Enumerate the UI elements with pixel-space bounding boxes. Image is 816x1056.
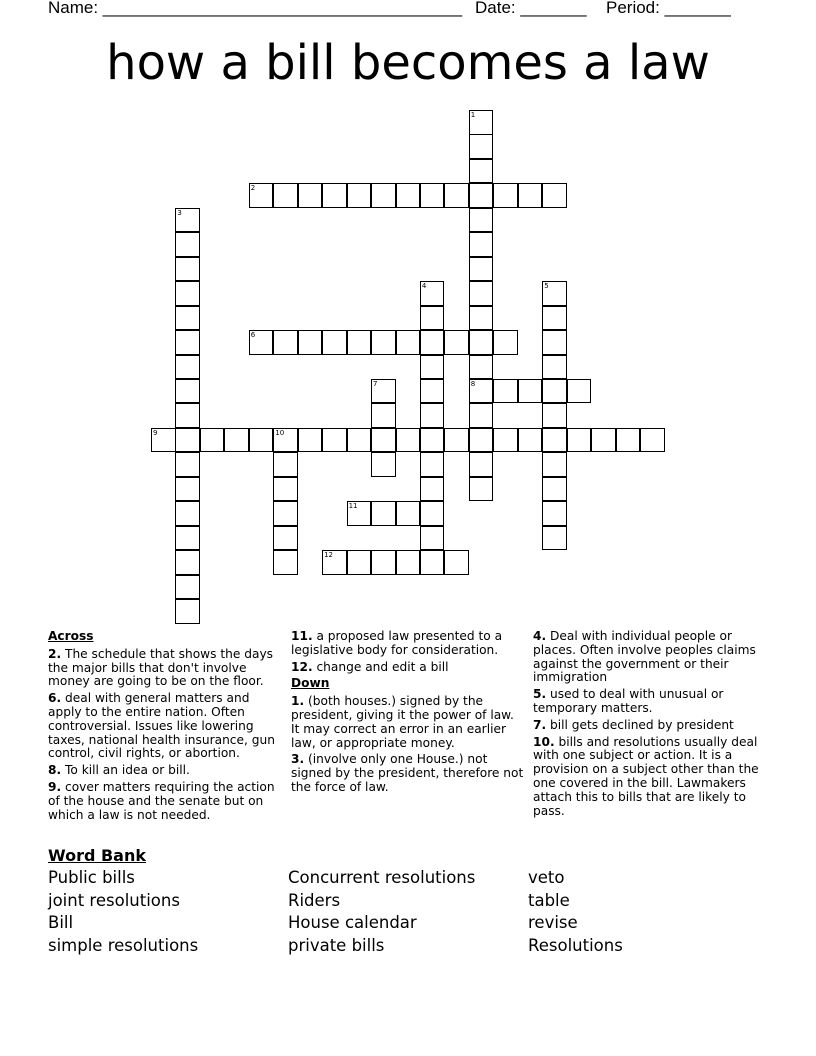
crossword-cell[interactable] — [371, 452, 396, 477]
crossword-cell[interactable] — [420, 501, 445, 526]
crossword-cell[interactable] — [175, 330, 200, 355]
crossword-cell[interactable] — [322, 550, 347, 575]
crossword-cell[interactable] — [542, 526, 567, 551]
crossword-cell[interactable] — [175, 355, 200, 380]
crossword-cell[interactable] — [175, 232, 200, 257]
crossword-cell[interactable] — [322, 428, 347, 453]
crossword-cell[interactable] — [273, 501, 298, 526]
cell-number: 7 — [373, 379, 378, 388]
page-title: how a bill becomes a law — [106, 35, 710, 91]
crossword-cell[interactable] — [420, 330, 445, 355]
crossword-cell[interactable] — [371, 183, 396, 208]
clue-down-3: 3. (involve only one House.) not signed by the president, therefore not the force of law. — [291, 752, 524, 794]
crossword-cell[interactable] — [469, 183, 494, 208]
cell-number: 5 — [544, 282, 549, 291]
crossword-cell[interactable] — [249, 183, 274, 208]
crossword-cell[interactable] — [175, 575, 200, 600]
crossword-cell[interactable] — [347, 501, 372, 526]
clue-down-5: 5. used to deal with unusual or temporary matters. — [533, 687, 724, 715]
crossword-cell[interactable] — [542, 477, 567, 502]
cell-number: 1 — [470, 111, 476, 119]
crossword-cell[interactable] — [420, 452, 445, 477]
cell-number: 8 — [470, 379, 476, 388]
crossword-cell[interactable] — [542, 281, 567, 306]
crossword-cell[interactable] — [175, 526, 200, 551]
crossword-cell[interactable] — [298, 183, 323, 208]
crossword-cell[interactable] — [493, 330, 518, 355]
crossword-cell[interactable] — [175, 477, 200, 502]
crossword-cell[interactable] — [175, 208, 200, 233]
crossword-cell[interactable] — [567, 428, 592, 453]
clue-across-8: 8. To kill an idea or bill. — [48, 763, 190, 778]
word-bank-item: Riders — [288, 890, 341, 910]
crossword-cell[interactable] — [444, 428, 469, 453]
crossword-cell[interactable] — [371, 501, 396, 526]
crossword-cell[interactable] — [469, 306, 494, 331]
crossword-cell[interactable] — [518, 428, 543, 453]
date-field[interactable]: Date: _______ — [475, 0, 587, 17]
crossword-cell[interactable] — [396, 330, 421, 355]
word-bank-item: Resolutions — [528, 936, 623, 956]
crossword-cell[interactable] — [175, 257, 200, 282]
crossword-cell[interactable] — [200, 428, 225, 453]
word-bank-item: Public bills — [48, 868, 135, 887]
crossword-cell[interactable] — [273, 330, 298, 355]
crossword-cell[interactable] — [347, 330, 372, 355]
crossword-cell[interactable] — [371, 550, 396, 575]
clue-across-12: 12. change and edit a bill — [291, 659, 449, 674]
word-bank-item: Concurrent resolutions — [288, 868, 476, 887]
crossword-cell[interactable] — [542, 355, 567, 380]
crossword-cell[interactable] — [249, 330, 274, 355]
crossword-cell[interactable] — [175, 403, 200, 428]
word-bank-item: private bills — [288, 936, 385, 956]
crossword-cell[interactable] — [469, 159, 494, 184]
crossword-cell[interactable] — [371, 379, 396, 404]
crossword-cell[interactable] — [469, 452, 494, 477]
down-heading: Down — [291, 676, 330, 691]
clue-across-9: 9. cover matters requiring the action of the house and the senate but on which a law is not needed. — [48, 779, 275, 822]
crossword-cell[interactable] — [175, 501, 200, 526]
crossword-cell[interactable] — [273, 183, 298, 208]
crossword-cell[interactable] — [420, 403, 445, 428]
clue-down-10: 10. bills and resolutions usually deal with one subject or action. It is a provision on a subject other than the one covered in the bill. Lawmakers attach this to bills that are likely to pass. — [533, 734, 759, 818]
crossword-cell[interactable] — [469, 330, 494, 355]
crossword-cell[interactable] — [469, 134, 494, 159]
crossword-cell[interactable] — [396, 550, 421, 575]
crossword-cell[interactable] — [175, 306, 200, 331]
crossword-cell[interactable] — [420, 306, 445, 331]
cell-number: 12 — [324, 551, 334, 560]
crossword-cell[interactable] — [420, 281, 445, 306]
crossword-cell[interactable] — [542, 306, 567, 331]
cell-number: 10 — [275, 428, 285, 437]
clues-down-column — [533, 630, 769, 821]
crossword-cell[interactable] — [493, 379, 518, 404]
crossword-cell[interactable] — [518, 183, 543, 208]
crossword-cell[interactable] — [371, 330, 396, 355]
cell-number: 3 — [177, 208, 182, 217]
crossword-cell[interactable] — [347, 550, 372, 575]
crossword-cell[interactable] — [469, 477, 494, 502]
crossword-cell[interactable] — [420, 477, 445, 502]
crossword-cell[interactable] — [469, 281, 494, 306]
crossword-cell[interactable] — [420, 379, 445, 404]
word-bank-item: simple resolutions — [48, 936, 199, 956]
cell-number: 9 — [153, 428, 158, 437]
crossword-cell[interactable] — [273, 550, 298, 575]
crossword-cell[interactable] — [273, 526, 298, 551]
crossword-cell[interactable] — [469, 257, 494, 282]
crossword-cell[interactable] — [224, 428, 249, 453]
cell-number: 6 — [250, 331, 256, 339]
crossword-cell[interactable] — [469, 379, 494, 404]
crossword-cell[interactable] — [493, 428, 518, 453]
crossword-cell[interactable] — [273, 428, 298, 453]
crossword-cell[interactable] — [347, 183, 372, 208]
clue-down-7: 7. bill gets declined by president — [533, 717, 734, 732]
crossword-cell[interactable] — [175, 599, 200, 624]
across-heading: Across — [48, 629, 94, 643]
crossword-cell[interactable] — [420, 428, 445, 453]
crossword-cell[interactable] — [493, 183, 518, 208]
crossword-cell[interactable] — [518, 379, 543, 404]
crossword-cell[interactable] — [396, 501, 421, 526]
crossword-cell[interactable] — [444, 330, 469, 355]
cell-number: 4 — [421, 282, 427, 291]
name-field[interactable]: Name: ______________________________________ — [48, 0, 463, 17]
crossword-cell[interactable] — [298, 330, 323, 355]
crossword-cell[interactable] — [420, 526, 445, 551]
clue-down-4: 4. Deal with individual people or places. Often involve peoples claims against the government or their immigration — [533, 629, 756, 685]
crossword-cell[interactable] — [396, 428, 421, 453]
word-bank-title: Word Bank — [48, 846, 147, 865]
clue-across-6: 6. deal with general matters and apply to the entire nation. Often controversial. Issues like lowering taxes, national health insurance, gun control, civil rights, or abortion. — [48, 691, 275, 761]
crossword-cell[interactable] — [371, 403, 396, 428]
crossword-cell[interactable] — [444, 550, 469, 575]
crossword-cell[interactable] — [175, 379, 200, 404]
crossword-cell[interactable] — [175, 550, 200, 575]
crossword-cell[interactable] — [322, 183, 347, 208]
crossword-cell[interactable] — [420, 183, 445, 208]
crossword-cell[interactable] — [542, 501, 567, 526]
crossword-cell[interactable] — [469, 355, 494, 380]
cell-number: 2 — [250, 184, 256, 193]
crossword-cell[interactable] — [542, 428, 567, 453]
crossword-cell[interactable] — [298, 428, 323, 453]
crossword-cell[interactable] — [542, 403, 567, 428]
crossword-cell[interactable] — [249, 428, 274, 453]
crossword-cell[interactable] — [640, 428, 665, 453]
crossword-cell[interactable] — [322, 330, 347, 355]
word-bank-item: table — [528, 890, 570, 910]
period-field[interactable]: Period: _______ — [606, 0, 731, 17]
crossword-cell[interactable] — [175, 428, 200, 453]
crossword-cell[interactable] — [175, 281, 200, 306]
crossword-cell[interactable] — [371, 428, 396, 453]
clues-mixed-column — [291, 630, 525, 798]
crossword-cell[interactable] — [420, 355, 445, 380]
clue-down-1: 1. (both houses.) signed by the president, giving it the power of law. It may correct an error in an earlier law, or appropriate money. — [291, 694, 514, 750]
crossword-cell[interactable] — [469, 403, 494, 428]
crossword-cell[interactable] — [542, 183, 567, 208]
crossword-cell[interactable] — [469, 232, 494, 257]
word-bank-item: joint resolutions — [48, 890, 180, 910]
crossword-cell[interactable] — [396, 183, 421, 208]
clues-across-column — [48, 630, 284, 825]
cell-number: 11 — [348, 502, 358, 511]
crossword-cell[interactable] — [273, 477, 298, 502]
word-bank-column-2 — [288, 867, 475, 958]
word-bank-item: revise — [528, 913, 578, 933]
crossword-cell[interactable] — [542, 379, 567, 404]
crossword-cell[interactable] — [347, 428, 372, 453]
word-bank-column-1 — [48, 867, 198, 958]
crossword-cell[interactable] — [591, 428, 616, 453]
crossword-cell[interactable] — [567, 379, 592, 404]
word-bank-column-3 — [528, 867, 623, 958]
crossword-cell[interactable] — [420, 550, 445, 575]
crossword-cell[interactable] — [469, 110, 494, 135]
crossword-cell[interactable] — [151, 428, 176, 453]
crossword-cell[interactable] — [542, 330, 567, 355]
crossword-cell[interactable] — [469, 428, 494, 453]
clue-across-11: 11. a proposed law presented to a legislative body for consideration. — [291, 629, 503, 657]
crossword-cell[interactable] — [469, 208, 494, 233]
word-bank-item: Bill — [48, 913, 74, 933]
word-bank-item: House calendar — [288, 913, 417, 933]
clue-across-2: 2. The schedule that shows the days the major bills that don't involve money are going to be on the floor. — [48, 646, 274, 689]
crossword-cell[interactable] — [542, 452, 567, 477]
crossword-cell[interactable] — [444, 183, 469, 208]
crossword-cell[interactable] — [175, 452, 200, 477]
word-bank-item: veto — [528, 868, 565, 887]
crossword-cell[interactable] — [273, 452, 298, 477]
crossword-cell[interactable] — [616, 428, 641, 453]
